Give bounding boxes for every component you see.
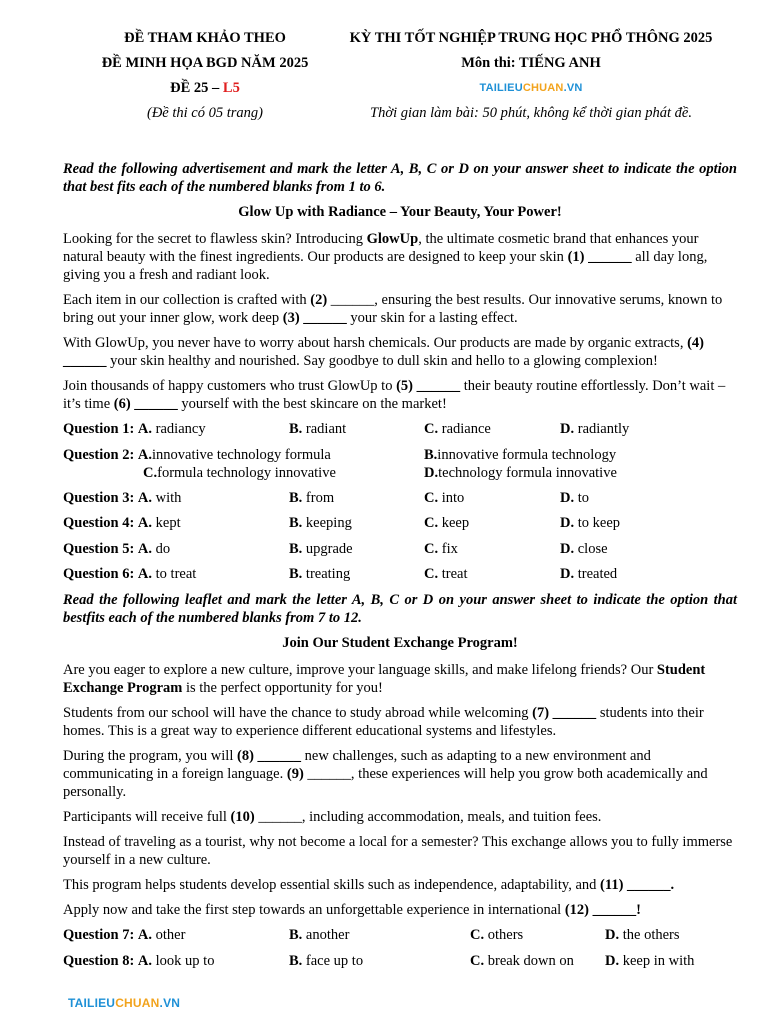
section2-paragraph4: Participants will receive full (10) ______, including accommodation, meals, and tuition fees. [63,808,602,825]
q2-option-d[interactable]: technology formula innovative [438,464,617,481]
question-4: Question 4: A. kept B. keeping C. keep D. to keep [63,515,621,532]
q7-option-c[interactable]: others [487,926,524,943]
s1p2-text-a: Each item in our collection is crafted with [63,292,311,308]
program-name: Student Exchange Program [63,661,706,696]
blank-3: (3) ______ [282,310,347,326]
q1-option-a[interactable]: radiancy [155,421,206,437]
question-1-d: D. radiantly [560,421,630,437]
blank-8: (8) ______ [236,747,302,764]
q1-option-c[interactable]: radiance [441,421,491,437]
exam-duration: Thời gian làm bài: 50 phút, không kể thời gian phát đề. [370,105,692,121]
section2-paragraph3: During the program, you will (8) ______ new challenges, such as adapting to a new environment and communicating in a foreign language. (9) ______, these experiences will help you grow both academically and personally. [63,747,708,800]
section2-paragraph2: Students from our school will have the chance to study abroad while welcoming (7) ______ students into their homes. This is a great way to experience different educational systems and lifestyles. [63,704,704,739]
q7-option-a[interactable]: other [155,926,186,943]
section1-paragraph2 [63,291,737,327]
q8-option-c[interactable]: break down on [487,952,574,969]
q1-option-b[interactable]: radiant [305,421,347,437]
q8-option-b[interactable]: face up to [305,952,364,969]
section2-paragraph5: Instead of traveling as a tourist, why not become a local for a semester? This exchange allows you to fully immerse yourself in a new culture. [63,833,733,868]
q5-option-c[interactable]: fix [441,540,458,557]
exam-code [60,76,350,101]
q8-option-a[interactable]: look up to [155,952,215,969]
header-right [330,26,732,126]
exam-header [0,26,768,136]
s1p1-text-a: Looking for the secret to flawless skin? Introducing [63,231,367,247]
s1p3-text-b: your skin healthy and nourished. Say goodbye to dull skin and hello to a glowing complexion! [106,353,658,369]
q7-option-b[interactable]: another [305,926,350,943]
s1p2-text-c: your skin for a lasting effect. [346,310,518,326]
question-1-c: C. radiance [424,421,491,437]
exam-code-prefix: ĐỀ 25 – [170,80,223,96]
q1-option-d[interactable]: radiantly [577,421,630,437]
logo-part2: CHUAN [522,82,564,94]
question-8: Question 8: A. look up to B. face up to C. break down on D. keep in with [63,952,695,969]
blank-7: (7) ______ [532,704,597,721]
blank-9: (9) [286,765,304,782]
question-1 [63,420,737,438]
header-logo [330,76,732,101]
q2-option-c[interactable]: formula technology innovative [157,464,336,481]
blank-10: (10) [230,808,255,825]
q4-option-a[interactable]: kept [155,515,181,532]
q2-option-b[interactable]: innovative formula technology [437,446,617,463]
question-2-c: C. formula technology innovative [143,464,336,481]
section1-instruction: Read the following advertisement and mark the letter A, B, C or D on your answer sheet to indicate the option that best fits each of the numbered blanks from 1 to 6. [63,161,737,195]
question-5: Question 5: A. do B. upgrade C. fix D. close [63,540,608,557]
logo-part3: .VN [563,82,583,94]
exam-content [63,160,737,977]
blank-5: (5) ______ [396,378,461,394]
footer-logo-part1: TAILIEU [68,996,116,1010]
section2-title: Join Our Student Exchange Program! [282,634,518,651]
question-7: Question 7: A. other B. another C. others D. the others [63,926,680,943]
s1p3-text-a: With GlowUp, you never have to worry about harsh chemicals. Our products are made by organic extracts, [63,335,688,351]
blank-1: (1) ______ [567,249,632,265]
section2-paragraph7: Apply now and take the first step towards an unforgettable experience in international (12) ______! [63,901,641,918]
exam-title: KỲ THI TỐT NGHIỆP TRUNG HỌC PHỔ THÔNG 2025 [349,30,713,46]
section2-paragraph1: Are you eager to explore a new culture, improve your language skills, and make lifelong friends? Our Student Exchange Program is the perfect opportunity for you! [63,661,706,696]
section1-paragraph1 [63,230,737,284]
blank-6: (6) ______ [113,396,178,412]
blank-2: (2) [310,292,328,308]
q6-option-b[interactable]: treating [305,566,351,583]
question-1-label-a: Question 1: A. radiancy [63,421,206,437]
q6-option-d[interactable]: treated [577,566,618,583]
q2-option-a[interactable]: innovative technology formula [152,446,331,463]
header-left-line1: ĐỀ THAM KHẢO THEO [124,30,286,46]
question-2 [63,446,737,482]
page-count-note: (Đề thi có 05 trang) [147,105,263,121]
header-left [60,26,350,126]
q4-option-c[interactable]: keep [441,515,470,532]
section1-paragraph4 [63,377,737,413]
s1p4-text-a: Join thousands of happy customers who trust GlowUp to [63,378,397,394]
q4-option-b[interactable]: keeping [305,515,352,532]
logo-part1: TAILIEU [479,82,523,94]
q5-option-a[interactable]: do [155,540,171,557]
brand-name: GlowUp [366,231,419,247]
q4-option-d[interactable]: to keep [577,515,621,532]
s1p1-text-b: , the ultimate cosmetic brand that enhances your natural beauty with the finest ingredients. Our products are designed to keep your skin [63,231,699,265]
q3-option-b[interactable]: from [305,489,335,506]
q5-option-b[interactable]: upgrade [305,540,353,557]
s1p4-text-c: yourself with the best skincare on the market! [177,396,447,412]
s1p4-text-b: their beauty routine effortlessly. Don’t wait – it’s time [63,378,726,412]
header-left-line2: ĐỀ MINH HỌA BGD NĂM 2025 [101,55,309,71]
q7-option-d[interactable]: the others [622,926,680,943]
section2-paragraph6: This program helps students develop essential skills such as independence, adaptability, and (11) ______. [63,876,675,893]
q5-option-d[interactable]: close [577,540,608,557]
footer-logo-part2: CHUAN [115,996,160,1010]
section2-instruction: Read the following leaflet and mark the letter A, B, C or D on your answer sheet to indicate the option that bestfits each of the numbered blanks from 7 to 12. [63,591,737,626]
question-2-d: D. technology formula innovative [424,464,617,481]
q3-option-c[interactable]: into [441,489,465,506]
exam-code-level: L5 [222,80,240,96]
blank-12: (12) ______! [564,901,641,918]
blank-11: (11) ______. [600,876,675,893]
blank-4: (4) ______ [63,335,704,369]
question-2-a: Question 2: A. innovative technology formula [63,446,331,463]
question-1-b: B. radiant [289,421,347,437]
question-3: Question 3: A. with B. from C. into D. to [63,489,590,506]
s1p1-text-c: all day long, giving you a fresh and radiant look. [63,249,708,283]
s1p2-text-b: ______, ensuring the best results. Our innovative serums, known to bring out your inner glow, work deep [63,292,723,326]
section1-paragraph3 [63,334,737,370]
q8-option-d[interactable]: keep in with [622,952,695,969]
question-2-b: B. innovative formula technology [424,446,617,463]
question-6: Question 6: A. to treat B. treating C. treat D. treated [63,566,618,583]
exam-subject: Môn thi: TIẾNG ANH [461,55,601,71]
q6-option-a[interactable]: to treat [155,566,197,583]
q6-option-c[interactable]: treat [441,566,468,583]
section1-title: Glow Up with Radiance – Your Beauty, Your Power! [238,204,562,220]
footer-logo-part3: .VN [159,996,181,1010]
q3-option-a[interactable]: with [155,489,182,506]
footer-logo [68,996,180,1010]
q3-option-d[interactable]: to [577,489,590,506]
